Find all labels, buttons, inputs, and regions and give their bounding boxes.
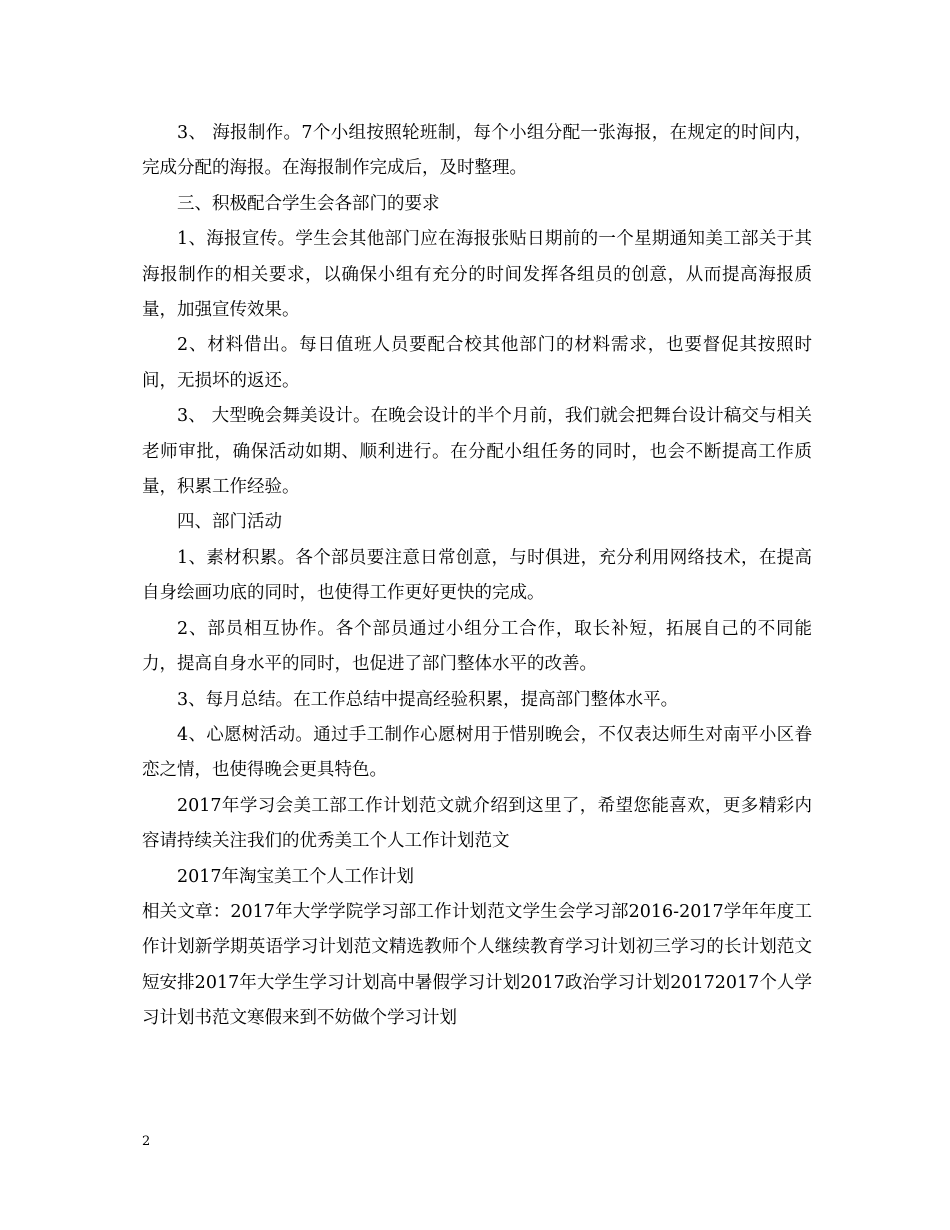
section-heading-activities: 四、部门活动 [177,512,282,533]
paragraph-material-lending: 2、材料借出。每日值班人员要配合校其他部门的材料需求，也要督促其按照时间，无损坏的返还。 [142,335,812,391]
paragraph-stage-design: 3、 大型晚会舞美设计。在晚会设计的半个月前，我们就会把舞台设计稿交与相关老师审批，确保活动如期、顺利进行。在分配小组任务的同时，也会不断提高工作质量，积累工作经验。 [142,406,812,498]
paragraph-monthly-summary: 3、每月总结。在工作总结中提高经验积累，提高部门整体水平。 [177,689,679,710]
paragraph-closing: 2017年学习会美工部工作计划范文就介绍到这里了，希望您能喜欢，更多精彩内容请持续关注我们的优秀美工个人工作计划范文 [142,795,812,852]
paragraph-poster-making: 3、 海报制作。7个小组按照轮班制，每个小组分配一张海报，在规定的时间内，完成分配的海报。在海报制作完成后，及时整理。 [142,123,812,179]
page-number: 2 [142,1134,151,1149]
related-articles: 相关文章：2017年大学学院学习部工作计划范文学生会学习部2016-2017学年年度工作计划新学期英语学习计划范文精选教师个人继续教育学习计划初三学习的长计划范文短安排2017年大学生学习计划高中暑假学习计划2017政治学习计划20172017个人学习计划书范文寒假来到不妨做个学习计划 [142,901,812,1029]
section-heading-cooperation: 三、积极配合学生会各部门的要求 [177,193,440,214]
document-body [142,116,812,1037]
paragraph-member-cooperation: 2、部员相互协作。各个部员通过小组分工合作，取长补短，拓展自己的不同能力，提高自身水平的同时，也促进了部门整体水平的改善。 [142,618,812,675]
paragraph-taobao-title: 2017年淘宝美工个人工作计划 [177,866,415,887]
paragraph-wish-tree: 4、心愿树活动。通过手工制作心愿树用于惜别晚会，不仅表达师生对南平小区眷恋之情，也使得晚会更具特色。 [142,724,812,781]
paragraph-material-accumulation: 1、素材积累。各个部员要注意日常创意，与时俱进，充分利用网络技术，在提高自身绘画功底的同时，也使得工作更好更快的完成。 [142,547,812,604]
paragraph-poster-promotion: 1、海报宣传。学生会其他部门应在海报张贴日期前的一个星期通知美工部关于其海报制作的相关要求，以确保小组有充分的时间发挥各组员的创意，从而提高海报质量，加强宣传效果。 [142,229,812,321]
